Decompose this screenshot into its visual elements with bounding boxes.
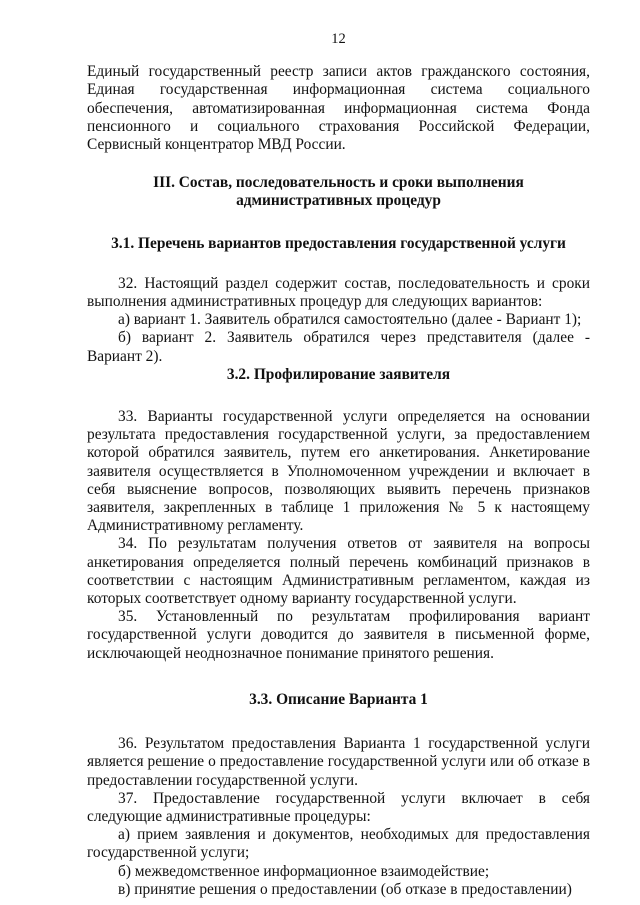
- subsection-heading-3-1: 3.1. Перечень вариантов предоставления государственной услуги: [111, 234, 566, 252]
- paragraph-32: 32. Настоящий раздел содержит состав, последовательность и сроки выполнения административных процедур для следующих вариантов:: [87, 274, 590, 311]
- document-page: [87, 30, 590, 899]
- page-number: 12: [331, 31, 346, 47]
- paragraph-36: 36. Результатом предоставления Варианта 1 государственной услуги является решение о предоставление государственной услуги или об отказе в предоставлении государственной услуги.: [87, 735, 590, 789]
- subsection-heading-3-2: 3.2. Профилирование заявителя: [226, 365, 451, 383]
- paragraph-37-c: в) принятие решения о предоставлении (об отказе в предоставлении): [118, 880, 572, 898]
- section-heading-3: III. Состав, последовательность и сроки выполнения административных процедур: [153, 174, 524, 210]
- paragraph-35: 35. Установленный по результатам профилирования вариант государственной услуги доводится до заявителя в письменной форме, исключающей неоднозначное понимание принятого решения.: [87, 608, 590, 662]
- paragraph-34: 34. По результатам получения ответов от заявителя на вопросы анкетирования определяется полный перечень комбинаций признаков в соответствии с настоящим Административным регламентом, каждая из которых соответствует одному варианту государственной услуги.: [87, 535, 590, 608]
- subsection-heading-3-3: 3.3. Описание Варианта 1: [249, 690, 428, 708]
- paragraph-32-a: а) вариант 1. Заявитель обратился самостоятельно (далее - Вариант 1);: [118, 311, 582, 329]
- intro-paragraph: Единый государственный реестр записи актов гражданского состояния, Единая государственная информационная система социального обеспечения, автоматизированная информационная система Фонда пенсионного и социального страхования Российской Федерации, Сервисный концентратор МВД России.: [87, 63, 590, 154]
- paragraph-33: 33. Варианты государственной услуги определяется на основании результата предоставления государственной услуги, за предоставлением которой обратился заявитель, путем его анкетирования. Анкетирование заявителя осуществляется в Уполномоченном учреждении и включает в себя выяснение вопросов, позволяющих выявить перечень признаков заявителя, закрепленных в таблице 1 приложения № 5 к настоящему Административному регламенту.: [87, 408, 590, 535]
- paragraph-37: 37. Предоставление государственной услуги включает в себя следующие административные процедуры:: [87, 789, 590, 825]
- paragraph-37-a: а) прием заявления и документов, необходимых для предоставления государственной услуги;: [87, 826, 590, 862]
- paragraph-37-b: б) межведомственное информационное взаимодействие;: [118, 862, 490, 880]
- paragraph-32-b: б) вариант 2. Заявитель обратился через представителя (далее - Вариант 2).: [87, 329, 590, 365]
